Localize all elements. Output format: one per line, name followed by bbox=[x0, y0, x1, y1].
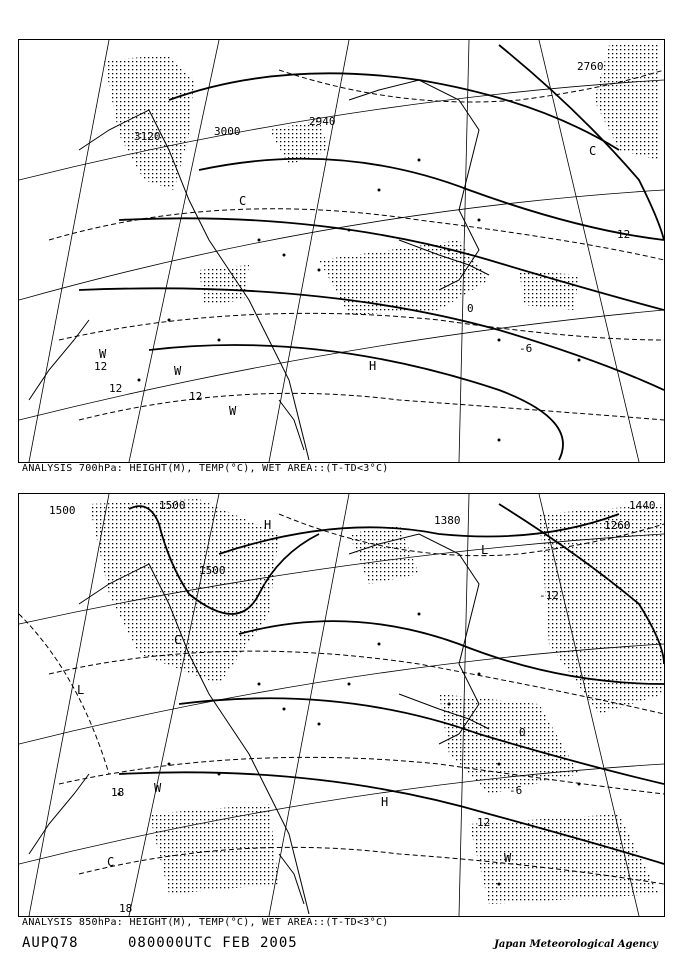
contour-label: 3120 bbox=[134, 130, 161, 143]
pressure-center-warm: W bbox=[504, 851, 512, 865]
contour-label: 18 bbox=[111, 786, 125, 799]
contour-label: 12 bbox=[477, 816, 491, 829]
pressure-center-cold: C bbox=[107, 855, 115, 869]
pressure-center-warm: W bbox=[99, 347, 107, 361]
pressure-center-warm: W bbox=[154, 781, 162, 795]
pressure-center-high: H bbox=[264, 518, 272, 532]
panel-caption-700hpa: ANALYSIS 700hPa: HEIGHT(M), TEMP(°C), WET AREA::(T-TD<3°C) bbox=[22, 463, 389, 474]
weather-map-700hpa bbox=[19, 40, 664, 462]
contour-label: 12 bbox=[109, 382, 123, 395]
map-panel-850hpa bbox=[18, 493, 665, 917]
contour-label: 2940 bbox=[309, 115, 336, 128]
pressure-center-high: H bbox=[381, 795, 389, 809]
contour-label: 12 bbox=[617, 228, 631, 241]
contour-label: 3000 bbox=[214, 125, 241, 138]
pressure-center-cold: C bbox=[174, 633, 182, 647]
pressure-center-warm: W bbox=[174, 364, 182, 378]
contour-label: 18 bbox=[119, 902, 133, 915]
pressure-center-cold: C bbox=[239, 194, 247, 208]
pressure-center-warm: W bbox=[229, 404, 237, 418]
pressure-center-low: L bbox=[481, 543, 489, 557]
contour-label: 1500 bbox=[199, 564, 226, 577]
contour-label: 1260 bbox=[604, 519, 631, 532]
contour-label: -6 bbox=[519, 342, 533, 355]
contour-label: 12 bbox=[94, 360, 108, 373]
pressure-center-cold: C bbox=[589, 144, 597, 158]
contour-label: -12 bbox=[539, 589, 559, 602]
weather-map-850hpa bbox=[19, 494, 664, 916]
contour-label: -6 bbox=[509, 784, 523, 797]
contour-label: 1500 bbox=[159, 499, 186, 512]
contour-label: 1500 bbox=[49, 504, 76, 517]
chart-id: AUPQ78 bbox=[22, 935, 79, 951]
contour-label: 0 bbox=[467, 302, 474, 315]
wet-area-shading bbox=[104, 45, 659, 315]
contour-label: 1380 bbox=[434, 514, 461, 527]
contour-label: 2760 bbox=[577, 60, 604, 73]
pressure-center-low: L bbox=[77, 683, 85, 697]
panel-caption-850hpa: ANALYSIS 850hPa: HEIGHT(M), TEMP(°C), WET AREA::(T-TD<3°C) bbox=[22, 917, 389, 928]
contour-label: 12 bbox=[189, 390, 203, 403]
agency-credit: Japan Meteorological Agency bbox=[494, 939, 658, 950]
wet-area-shading bbox=[89, 499, 664, 904]
contour-label: 0 bbox=[519, 726, 526, 739]
pressure-center-high: H bbox=[369, 359, 377, 373]
contour-label: 1440 bbox=[629, 499, 656, 512]
issue-time: 080000UTC FEB 2005 bbox=[128, 935, 298, 951]
map-panel-700hpa bbox=[18, 39, 665, 463]
